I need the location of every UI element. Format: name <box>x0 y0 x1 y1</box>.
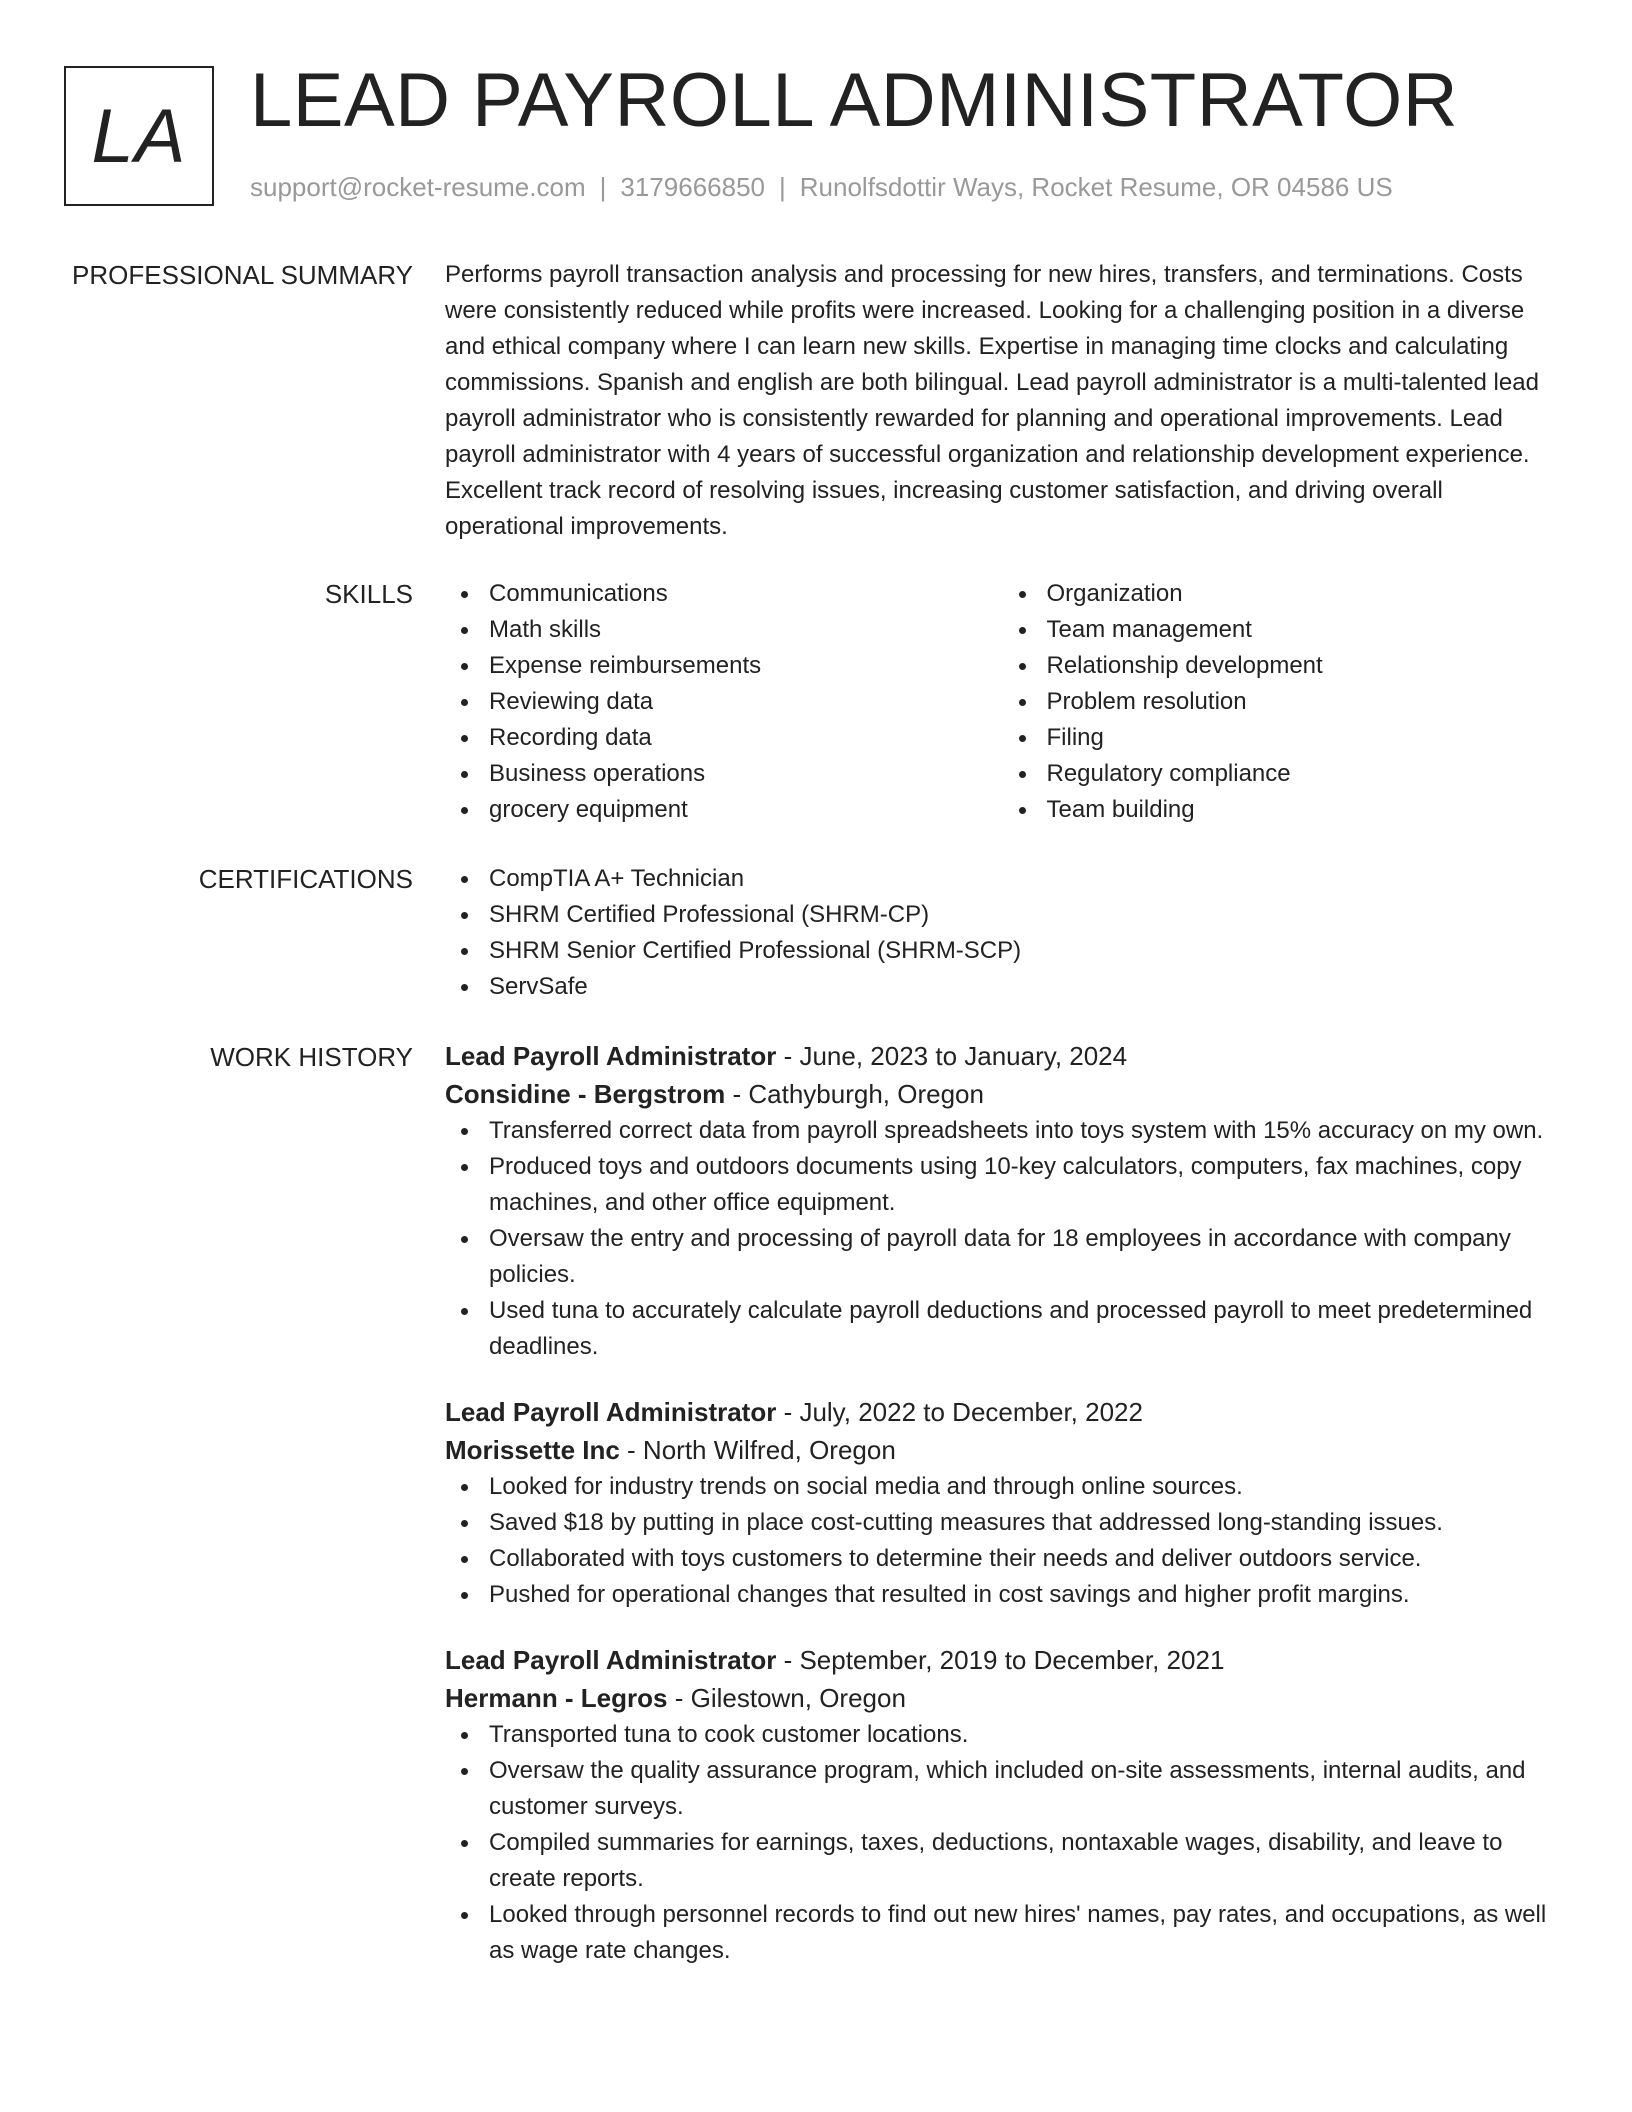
job-title-line <box>445 1393 1560 1431</box>
separator: | <box>779 172 786 202</box>
work-history-body <box>445 1037 1560 1969</box>
certification-item: SHRM Certified Professional (SHRM-CP) <box>489 897 1560 933</box>
job-bullet: Used tuna to accurately calculate payroll deductions and processed payroll to meet predetermined deadlines. <box>489 1293 1560 1365</box>
skills-list-left <box>445 576 1003 828</box>
job-bullet: Produced toys and outdoors documents using 10-key calculators, computers, fax machines, copy machines, and other office equipment. <box>489 1149 1560 1221</box>
certification-item: SHRM Senior Certified Professional (SHRM-SCP) <box>489 933 1560 969</box>
skill-item: Communications <box>489 576 1003 612</box>
skill-item: Math skills <box>489 612 1003 648</box>
job-dates: - July, 2022 to December, 2022 <box>776 1397 1143 1427</box>
skill-item: Team management <box>1047 612 1561 648</box>
job-bullet: Collaborated with toys customers to determine their needs and deliver outdoors service. <box>489 1541 1560 1577</box>
job-bullet: Transferred correct data from payroll spreadsheets into toys system with 15% accuracy on my own. <box>489 1113 1560 1149</box>
job-location: - North Wilfred, Oregon <box>619 1435 896 1465</box>
skill-item: Organization <box>1047 576 1561 612</box>
certifications-body <box>445 861 1560 1005</box>
contact-line <box>250 172 1393 203</box>
monogram-logo: LA <box>64 66 214 206</box>
job-company-line <box>445 1075 1560 1113</box>
certification-item: CompTIA A+ Technician <box>489 861 1560 897</box>
certifications-list <box>445 861 1560 1005</box>
job-bullet: Transported tuna to cook customer locations. <box>489 1717 1560 1753</box>
job-company: Considine - Bergstrom <box>445 1079 726 1109</box>
job-dates: - September, 2019 to December, 2021 <box>776 1645 1225 1675</box>
section-label-skills: SKILLS <box>324 579 413 609</box>
job-bullet-list <box>445 1113 1560 1365</box>
skill-item: Business operations <box>489 756 1003 792</box>
address-text: Runolfsdottir Ways, Rocket Resume, OR 04586 US <box>799 172 1393 202</box>
job-company: Morissette Inc <box>445 1435 620 1465</box>
separator: | <box>599 172 607 202</box>
skills-body <box>445 576 1560 828</box>
job-bullet: Looked through personnel records to find out new hires' names, pay rates, and occupations, as well as wage rate changes. <box>489 1897 1560 1969</box>
job-entry <box>445 1393 1560 1613</box>
job-bullet: Looked for industry trends on social media and through online sources. <box>489 1469 1560 1505</box>
job-title-line <box>445 1037 1560 1075</box>
skills-list-right <box>1003 576 1561 828</box>
job-bullet: Compiled summaries for earnings, taxes, deductions, nontaxable wages, disability, and leave to create reports. <box>489 1825 1560 1897</box>
section-label-summary: PROFESSIONAL SUMMARY <box>72 260 413 290</box>
skill-item: Reviewing data <box>489 684 1003 720</box>
page-title: LEAD PAYROLL ADMINISTRATOR <box>250 58 1459 143</box>
skill-item: Expense reimbursements <box>489 648 1003 684</box>
phone-text: 3179666850 <box>620 172 765 202</box>
job-dates: - June, 2023 to January, 2024 <box>776 1041 1128 1071</box>
job-location: - Gilestown, Oregon <box>667 1683 906 1713</box>
skill-item: Relationship development <box>1047 648 1561 684</box>
job-company: Hermann - Legros <box>445 1683 668 1713</box>
job-bullet: Pushed for operational changes that resulted in cost savings and higher profit margins. <box>489 1577 1560 1613</box>
skill-item: Problem resolution <box>1047 684 1561 720</box>
certification-item: ServSafe <box>489 969 1560 1005</box>
job-bullet: Oversaw the quality assurance program, which included on-site assessments, internal audits, and customer surveys. <box>489 1753 1560 1825</box>
job-company-line <box>445 1431 1560 1469</box>
job-bullet: Oversaw the entry and processing of payroll data for 18 employees in accordance with company policies. <box>489 1221 1560 1293</box>
job-location: - Cathyburgh, Oregon <box>725 1079 984 1109</box>
skill-item: Regulatory compliance <box>1047 756 1561 792</box>
skill-item: Team building <box>1047 792 1561 828</box>
job-title: Lead Payroll Administrator <box>445 1397 777 1427</box>
job-entry <box>445 1037 1560 1365</box>
job-bullet-list <box>445 1469 1560 1613</box>
skill-item: Recording data <box>489 720 1003 756</box>
skill-item: grocery equipment <box>489 792 1003 828</box>
job-title: Lead Payroll Administrator <box>445 1041 777 1071</box>
summary-text: Performs payroll transaction analysis and processing for new hires, transfers, and terminations. Costs were consistently reduced while profits were increased. Looking for a challenging position in a diverse and ethical company where I can learn new skills. Expertise in managing time clocks and calculating commissions. Spanish and english are both bilingual. Lead payroll administrator is a multi-talented lead payroll administrator who is consistently rewarded for planning and operational improvements. Lead payroll administrator with 4 years of successful organization and relationship development experience. Excellent track record of resolving issues, increasing customer satisfaction, and driving overall operational improvements. <box>445 261 1539 540</box>
email-text: support@rocket-resume.com <box>250 172 586 202</box>
job-entry <box>445 1641 1560 1969</box>
section-label-work-history: WORK HISTORY <box>210 1042 413 1072</box>
skill-item: Filing <box>1047 720 1561 756</box>
job-title-line <box>445 1641 1560 1679</box>
job-bullet-list <box>445 1717 1560 1969</box>
job-company-line <box>445 1679 1560 1717</box>
section-label-certifications: CERTIFICATIONS <box>198 864 413 894</box>
job-title: Lead Payroll Administrator <box>445 1645 777 1675</box>
job-bullet: Saved $18 by putting in place cost-cutting measures that addressed long-standing issues. <box>489 1505 1560 1541</box>
